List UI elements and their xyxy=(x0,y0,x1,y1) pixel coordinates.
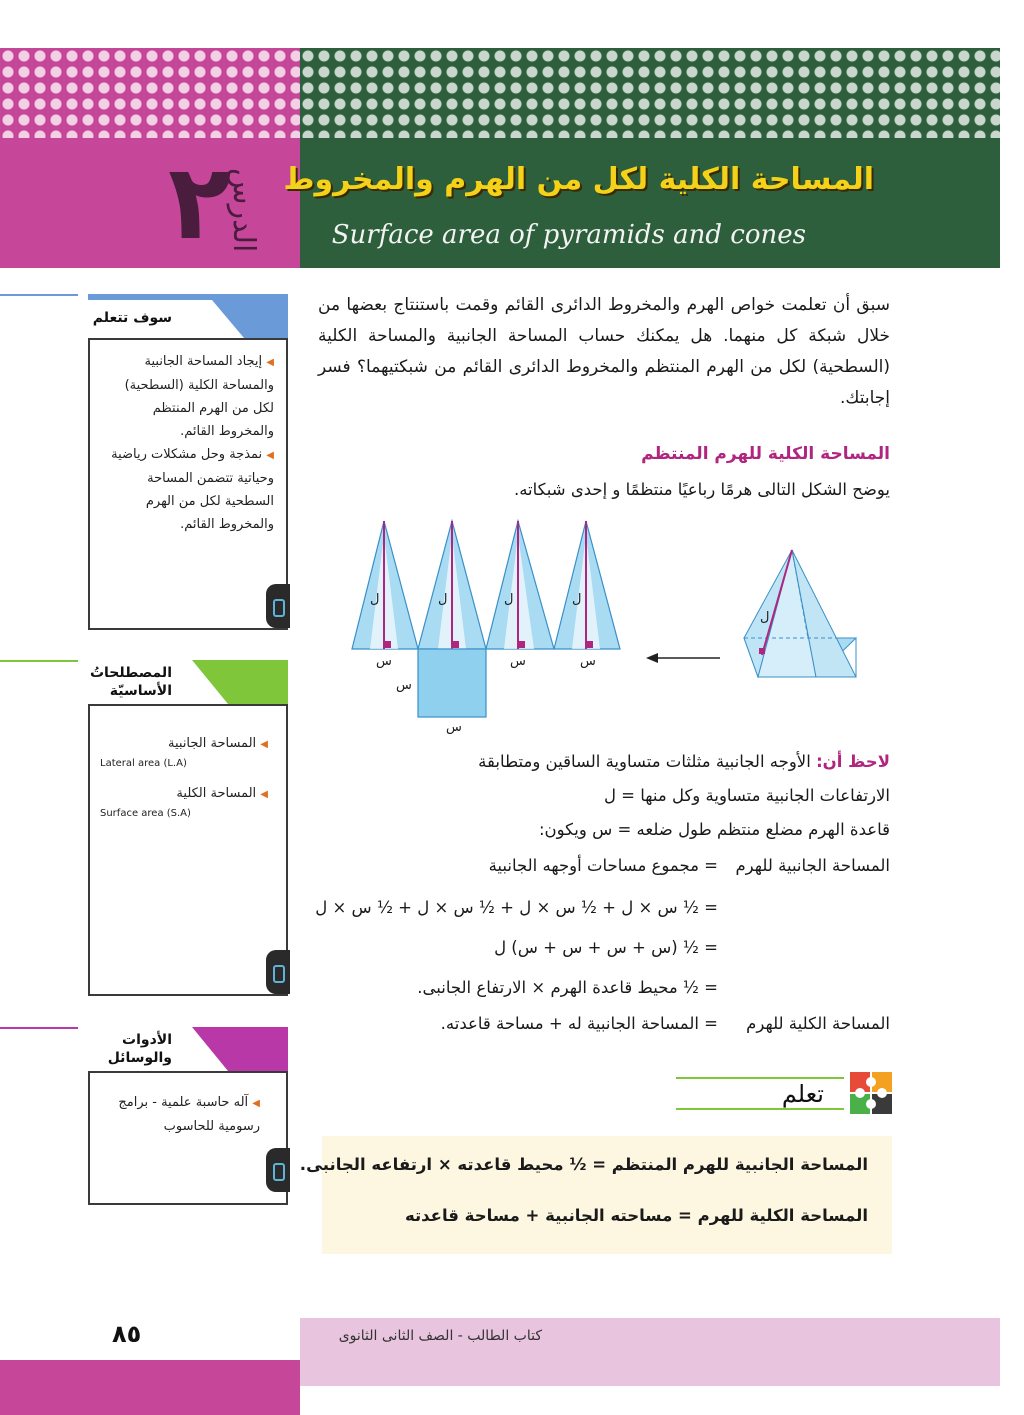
footer-pink-panel xyxy=(0,1360,300,1415)
header-dot-pattern-left xyxy=(0,48,300,138)
label-l: ل xyxy=(572,592,582,607)
header-dot-pattern-right xyxy=(300,48,1000,138)
label-s: س xyxy=(396,678,412,693)
term-en: Lateral area (L.A) xyxy=(100,758,187,769)
label-s: س xyxy=(446,720,462,735)
learn-item: ◀ إيجاد المساحة الجانبية والمساحة الكلية (السطحية) لكل من الهرم المنتظم والمخروط القائم. xyxy=(124,354,274,439)
net-square-base xyxy=(418,649,486,717)
section-desc: يوضح الشكل التالى هرمًا رباعيًا منتظمًا و إحدى شبكاته. xyxy=(513,480,890,499)
rule-surface-area: المساحة الكلية للهرم = مساحته الجانبية + مساحة قاعدته xyxy=(404,1206,868,1225)
learn-rule-top xyxy=(676,1077,844,1079)
bullet-icon: ◀ xyxy=(252,1098,260,1109)
lesson-word: الدرس xyxy=(226,168,261,253)
eq-perimeter: = ½ محيط قاعدة الهرم × الارتفاع الجانبى. xyxy=(417,978,718,997)
eq-factored: = ½ (س + س + س + س) ل xyxy=(494,938,718,957)
pyramid-net-figure xyxy=(340,515,860,740)
bullet-icon: ◀ xyxy=(266,357,274,368)
learn-item: ◀ نمذجة وحل مشكلات رياضية وحياتية تتضمن المساحة السطحية لكل من الهرم والمخروط القائم. xyxy=(111,447,274,532)
eq-sum-faces: = مجموع مساحات أوجهه الجانبية xyxy=(488,856,718,875)
lesson-title-ar: المساحة الكلية لكل من الهرم والمخروط xyxy=(283,162,874,197)
note-line-3: قاعدة الهرم مضلع منتظم طول ضلعه = س ويكون: xyxy=(538,820,890,839)
sa-label: المساحة الكلية للهرم xyxy=(746,1014,890,1033)
terms-title: المصطلحاتُ الأساسيّة xyxy=(89,665,172,699)
page-number: ٨٥ xyxy=(112,1320,142,1348)
learn-heading: تعلم xyxy=(781,1080,824,1108)
lesson-number: ٢ xyxy=(168,141,232,263)
eq-four-faces: = ½ س × ل + ½ س × ل + ½ س × ل + ½ س × ل xyxy=(315,898,718,917)
note-label: لاحظ أن: xyxy=(816,752,890,771)
sidebar-rule xyxy=(0,1027,78,1029)
tools-box xyxy=(88,1071,288,1205)
book-tab-icon xyxy=(266,1148,290,1192)
sidebar-rule xyxy=(0,660,78,662)
tools-item: ◀ آله حاسبة علمية - برامج رسومية للحاسوب xyxy=(118,1095,260,1134)
intro-paragraph: سبق أن تعلمت خواص الهرم والمخروط الدائرى القائم وقمت باستنتاج بعضها من خلال شبكة كل منهما. هل يمكنك حساب المساحة الجانبية والمساحة الكلية (السطحية) لكل من الهرم المنتظم والمخروط الدائرى القائم من شبكتيهما؟ فسر إجابتك. xyxy=(318,295,890,408)
tools-title: الأدوات والوسائل xyxy=(107,1032,172,1066)
eq-total: = المساحة الجانبية له + مساحة قاعدته. xyxy=(440,1014,718,1033)
arrow-icon xyxy=(646,653,720,663)
term-item: ◀ المساحة الكلية xyxy=(176,786,268,801)
term-en: Surface area (S.A) xyxy=(100,808,191,819)
rule-box xyxy=(322,1136,892,1254)
label-s: س xyxy=(580,654,596,669)
lesson-title-en: Surface area of pyramids and cones xyxy=(331,220,806,250)
rule-lateral-area: المساحة الجانبية للهرم المنتظم = ½ محيط قاعدته × ارتفاعه الجانبى. xyxy=(299,1155,868,1174)
learn-title: سوف تتعلم xyxy=(92,310,172,326)
note-line-1: لاحظ أن: الأوجه الجانبية مثلثات متساوية الساقين ومتطابقة xyxy=(478,752,890,771)
learn-rule-bottom xyxy=(676,1108,844,1110)
label-s: س xyxy=(376,654,392,669)
bullet-icon: ◀ xyxy=(260,739,268,750)
book-tab-icon xyxy=(266,950,290,994)
pyramid-3d xyxy=(744,550,856,677)
bullet-icon: ◀ xyxy=(260,789,268,800)
bullet-icon: ◀ xyxy=(266,450,274,461)
learn-list xyxy=(90,340,286,536)
label-s: س xyxy=(510,654,526,669)
label-l: ل xyxy=(504,592,514,607)
terms-box xyxy=(88,704,288,996)
term-item: ◀ المساحة الجانبية xyxy=(168,736,268,751)
label-l: ل xyxy=(438,592,448,607)
slant-heights xyxy=(384,521,586,649)
header-top-margin xyxy=(0,0,1024,48)
section-title: المساحة الكلية للهرم المنتظم xyxy=(641,444,890,464)
sidebar-rule xyxy=(0,294,78,296)
book-title: كتاب الطالب - الصف الثانى الثانوى xyxy=(338,1328,542,1344)
book-tab-icon xyxy=(266,584,290,628)
note-line-2: الارتفاعات الجانبية متساوية وكل منها = ل xyxy=(603,786,890,805)
puzzle-icon xyxy=(850,1072,892,1114)
label-l: ل xyxy=(370,592,380,607)
label-l: ل xyxy=(760,610,770,625)
la-label: المساحة الجانبية للهرم xyxy=(735,856,890,875)
learn-box xyxy=(88,338,288,630)
